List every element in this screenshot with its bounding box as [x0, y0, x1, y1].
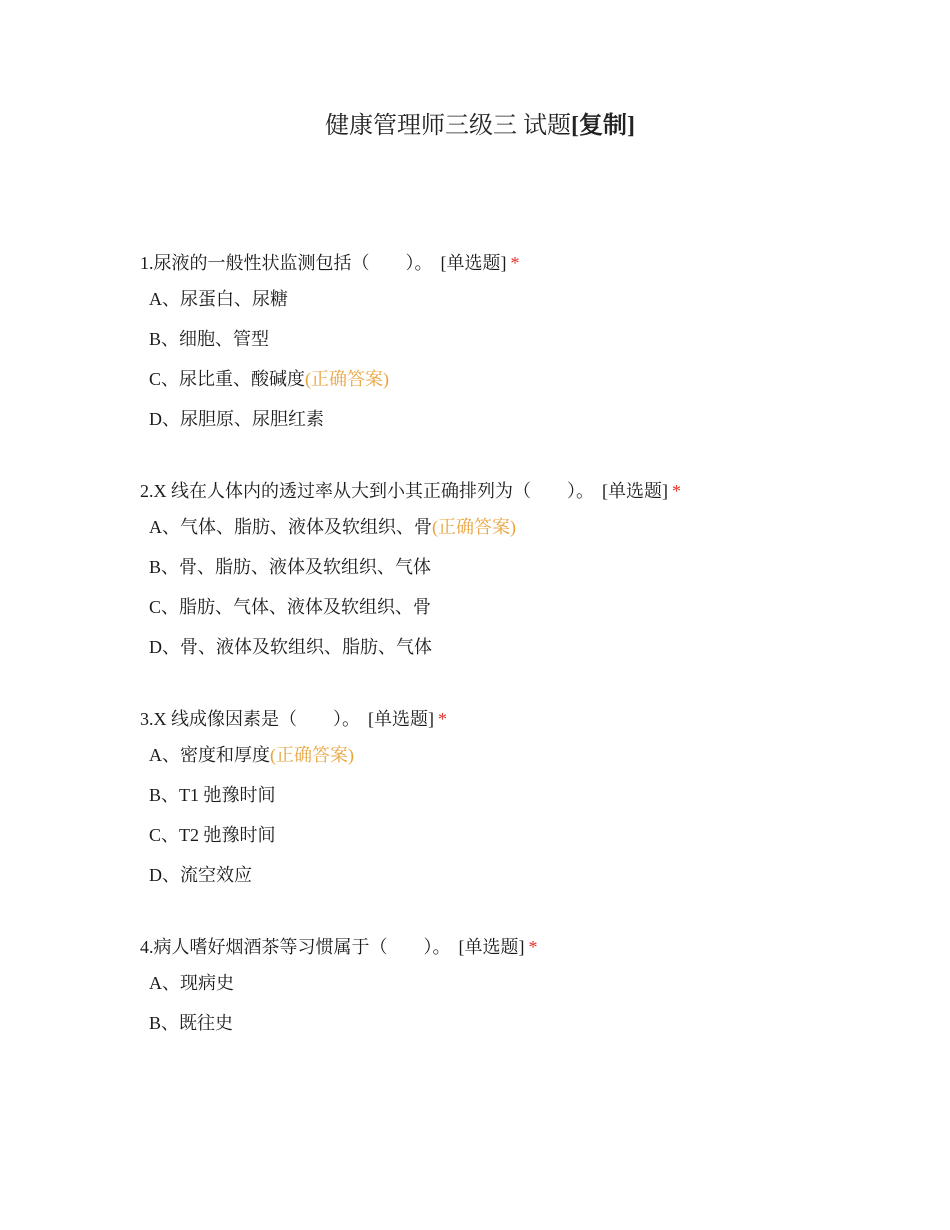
question-4	[140, 934, 900, 1050]
option-item	[140, 594, 900, 634]
correct-answer-label: (正确答案)	[270, 745, 354, 765]
question-2	[140, 478, 900, 674]
option-text: B、骨、脂肪、液体及软组织、气体	[149, 557, 432, 577]
option-item	[140, 366, 900, 406]
question-type: [单选题]	[602, 481, 668, 501]
option-text: B、细胞、管型	[149, 329, 270, 349]
option-list	[140, 742, 900, 902]
title-suffix: [复制]	[571, 113, 635, 139]
required-mark: *	[510, 253, 520, 273]
question-type: [单选题]	[368, 709, 434, 729]
option-item	[140, 970, 900, 1010]
option-text: D、骨、液体及软组织、脂肪、气体	[149, 637, 432, 657]
question-list	[140, 250, 900, 1082]
option-item	[140, 406, 900, 446]
option-item	[140, 862, 900, 902]
option-item	[140, 1010, 900, 1050]
option-item	[140, 634, 900, 674]
required-mark: *	[438, 709, 447, 729]
option-text: A、现病史	[149, 973, 234, 993]
option-text: A、密度和厚度	[149, 745, 270, 765]
option-item	[140, 286, 900, 326]
question-text: 1.尿液的一般性状监测包括（ ）。	[140, 253, 433, 273]
option-text: B、T1 弛豫时间	[149, 785, 276, 805]
question-text: 3.X 线成像因素是（ ）。	[140, 709, 360, 729]
question-1	[140, 250, 900, 446]
question-title	[140, 706, 900, 732]
option-item	[140, 822, 900, 862]
option-text: C、脂肪、气体、液体及软组织、骨	[149, 597, 432, 617]
option-item	[140, 742, 900, 782]
question-type: [单选题]	[440, 253, 507, 273]
question-text: 2.X 线在人体内的透过率从大到小其正确排列为（ ）。	[140, 481, 594, 501]
option-list	[140, 970, 900, 1050]
option-text: D、流空效应	[149, 865, 252, 885]
option-item	[140, 782, 900, 822]
option-text: A、尿蛋白、尿糖	[149, 289, 288, 309]
option-list	[140, 286, 900, 446]
option-text: C、尿比重、酸碱度	[149, 369, 306, 389]
option-list	[140, 514, 900, 674]
question-3	[140, 706, 900, 902]
option-text: A、气体、脂肪、液体及软组织、骨	[149, 517, 432, 537]
required-mark: *	[528, 937, 538, 957]
option-item	[140, 514, 900, 554]
question-text: 4.病人嗜好烟酒茶等习惯属于（ ）。	[140, 937, 451, 957]
question-type: [单选题]	[458, 937, 525, 957]
option-text: D、尿胆原、尿胆红素	[149, 409, 324, 429]
option-item	[140, 326, 900, 366]
question-title	[140, 934, 900, 960]
title-main: 健康管理师三级三 试题	[325, 113, 571, 139]
correct-answer-label: (正确答案)	[432, 517, 516, 537]
correct-answer-label: (正确答案)	[305, 369, 390, 389]
question-title	[140, 478, 900, 504]
option-text: C、T2 弛豫时间	[149, 825, 276, 845]
option-text: B、既往史	[149, 1013, 234, 1033]
page-title	[0, 110, 950, 142]
question-title	[140, 250, 900, 276]
option-item	[140, 554, 900, 594]
required-mark: *	[672, 481, 681, 501]
